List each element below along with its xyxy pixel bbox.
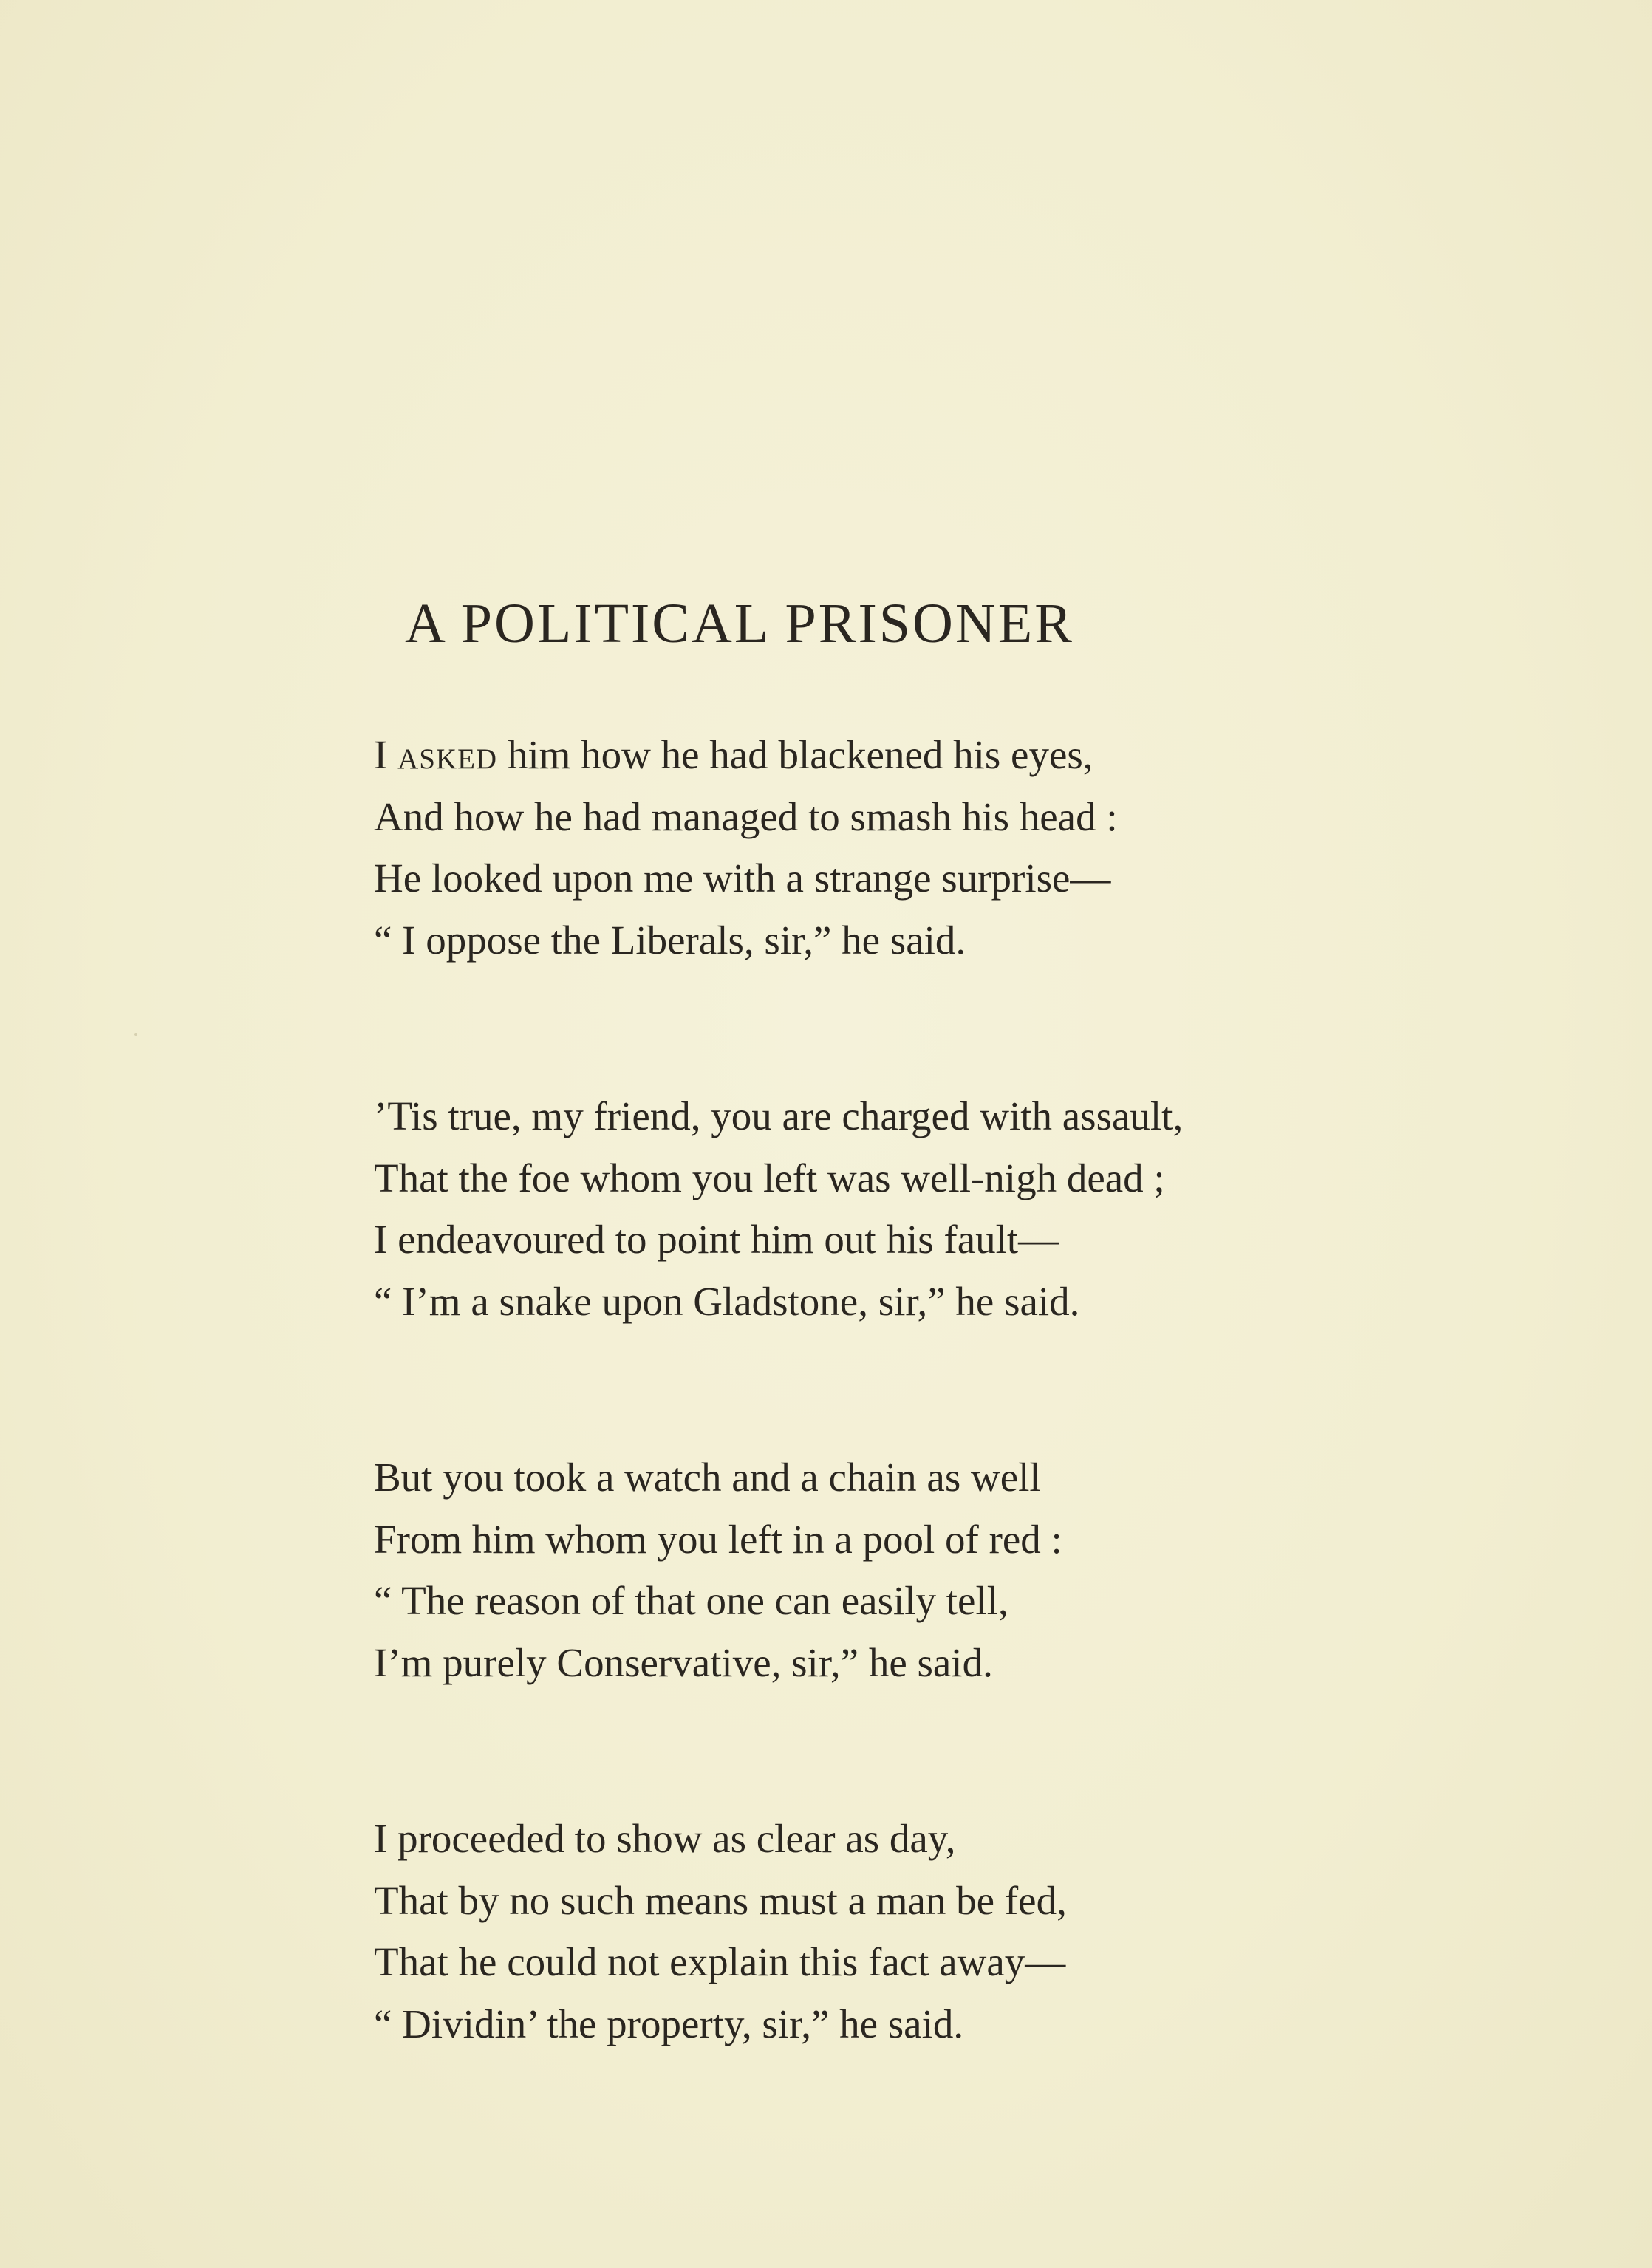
poem-line: I proceeded to show as clear as day, [374,1816,956,1861]
poem-line: ’Tis true, my friend, you are charged with assault, [374,1093,1184,1138]
poem-line: But you took a watch and a chain as well [374,1455,1041,1500]
stanza-1 [374,724,1334,971]
poem-line: And how he had managed to smash his head : [374,793,1118,839]
poem-title: A POLITICAL PRISONER [405,592,1074,655]
poem-line: I’m purely Conservative, sir,” he said. [374,1639,993,1685]
poem-line: From him whom you left in a pool of red : [374,1516,1062,1562]
poem-line: “ I’m a snake upon Gladstone, sir,” he said. [374,1278,1080,1324]
poem-line: That he could not explain this fact away— [374,1939,1066,1984]
poem-body [374,724,1334,2169]
poem-line: “ Dividin’ the property, sir,” he said. [374,2001,964,2046]
dropcap-word: I [374,732,398,777]
poem-line: I endeavoured to point him out his fault— [374,1217,1059,1262]
poem-line: “ I oppose the Liberals, sir,” he said. [374,917,966,963]
smallcaps-word: asked [397,732,498,777]
poem-line: That the foe whom you left was well-nigh dead ; [374,1155,1165,1200]
stanza-4 [374,1808,1334,2054]
poem-line [374,724,1334,786]
poem-line: That by no such means must a man be fed, [374,1877,1067,1923]
poem-line: He looked upon me with a strange surprise— [374,855,1111,901]
stanza-2 [374,1085,1334,1332]
poem-line: “ The reason of that one can easily tell, [374,1578,1008,1623]
paper-speck [134,1033,137,1036]
stanza-3 [374,1446,1334,1693]
line-rest: him how he had blackened his eyes, [497,732,1093,777]
